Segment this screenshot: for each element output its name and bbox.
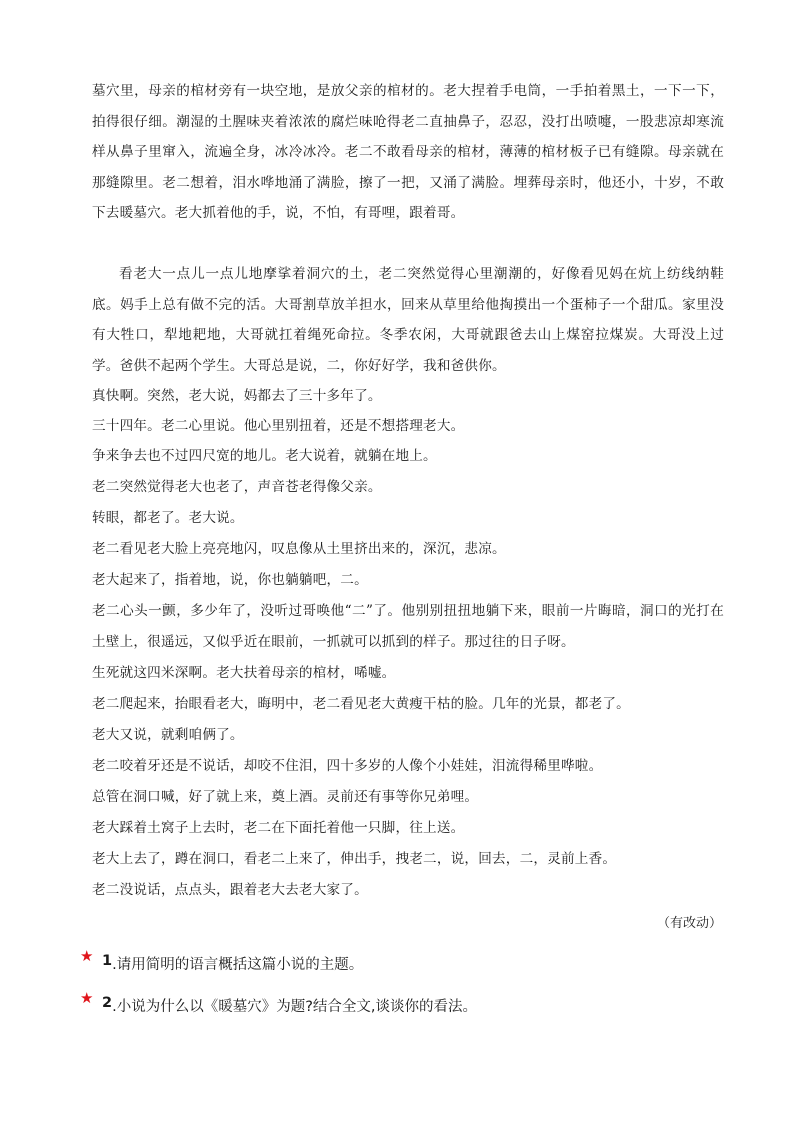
- paragraph-6: 老二突然觉得老大也老了，声音苍老得像父亲。: [92, 479, 382, 495]
- paragraph-9: 老大起来了，指着地，说，你也躺躺吧，二。: [92, 572, 368, 588]
- question-text: .小说为什么以《暖墓穴》为题?结合全文,谈谈你的看法。: [112, 999, 478, 1015]
- paragraph-8: 老二看见老大脸上亮亮地闪，叹息像从土里挤出来的，深沉，悲凉。: [92, 541, 506, 557]
- paragraph-16: 老大踩着土窝子上去时，老二在下面托着他一只脚，往上送。: [92, 820, 465, 836]
- paragraph-13: 老大又说，就剩咱俩了。: [92, 727, 244, 743]
- paragraph-15: 总管在洞口喊，好了就上来，奠上酒。灵前还有事等你兄弟哩。: [92, 789, 479, 805]
- question-text: .请用简明的语言概括这篇小说的主题。: [112, 957, 364, 973]
- star-icon: ★: [80, 947, 94, 965]
- paragraph-10: 老二心头一颤，多少年了，没听过哥唤他“二”了。他别别扭扭地躺下来，眼前一片晦暗，洞口的光打在土壁上，很遥远，又似乎近在眼前，一抓就可以抓到的样子。那过往的日子呀。: [92, 603, 724, 650]
- star-icon: ★: [80, 989, 94, 1007]
- paragraph-5: 争来争去也不过四尺宽的地儿。老大说着，就躺在地上。: [92, 448, 437, 464]
- question-number: 1: [102, 953, 113, 969]
- source-note: （有改动）: [656, 916, 722, 931]
- paragraph-2: 看老大一点儿一点儿地摩挲着洞穴的土，老二突然觉得心里潮潮的，好像看见妈在炕上纺线纳鞋底。妈手上总有做不完的活。大哥割草放羊担水，回来从草里给他掏摸出一个蛋柿子一个甜瓜。家里没有大牲口，犁地耙地，大哥就扛着绳死命拉。冬季农闲，大哥就跟爸去山上煤窑拉煤炭。大哥没上过学。爸供不起两个学生。大哥总是说，二，你好好学，我和爸供你。: [92, 266, 724, 374]
- paragraph-4: 三十四年。老二心里说。他心里别扭着，还是不想搭理老大。: [92, 418, 465, 434]
- paragraph-18: 老二没说话，点点头，跟着老大去老大家了。: [92, 882, 368, 898]
- question-1: [80, 947, 364, 974]
- paragraph-7: 转眼，都老了。老大说。: [92, 510, 244, 526]
- question-2: [80, 989, 478, 1016]
- paragraph-14: 老二咬着牙还是不说话，却咬不住泪，四十多岁的人像个小娃娃，泪流得稀里哗啦。: [92, 758, 603, 774]
- paragraph-12: 老二爬起来，抬眼看老大，晦明中，老二看见老大黄瘦干枯的脸。几年的光景，都老了。: [92, 696, 630, 712]
- paragraph-1: 墓穴里，母亲的棺材旁有一块空地，是放父亲的棺材的。老大捏着手电筒，一手拍着黑土，一下一下，拍得很仔细。潮湿的土腥味夹着浓浓的腐烂味呛得老二直抽鼻子，忍忍，没打出喷嚏，一股悲凉却寒流样从鼻子里窜入，流遍全身，冰冷冰冷。老二不敢看母亲的棺材，薄薄的棺材板子已有缝隙。母亲就在那缝隙里。老二想着，泪水哗地涌了满脸，擦了一把，又涌了满脸。埋葬母亲时，他还小，十岁，不敢下去暖墓穴。老大抓着他的手，说，不怕，有哥哩，跟着哥。: [92, 83, 724, 221]
- paragraph-17: 老大上去了，蹲在洞口，看老二上来了，伸出手，拽老二，说，回去，二，灵前上香。: [92, 851, 617, 867]
- paragraph-3: 真快啊。突然，老大说，妈都去了三十多年了。: [92, 388, 382, 404]
- paragraph-11: 生死就这四米深啊。老大扶着母亲的棺材，唏嘘。: [92, 665, 396, 681]
- question-number: 2: [102, 995, 113, 1011]
